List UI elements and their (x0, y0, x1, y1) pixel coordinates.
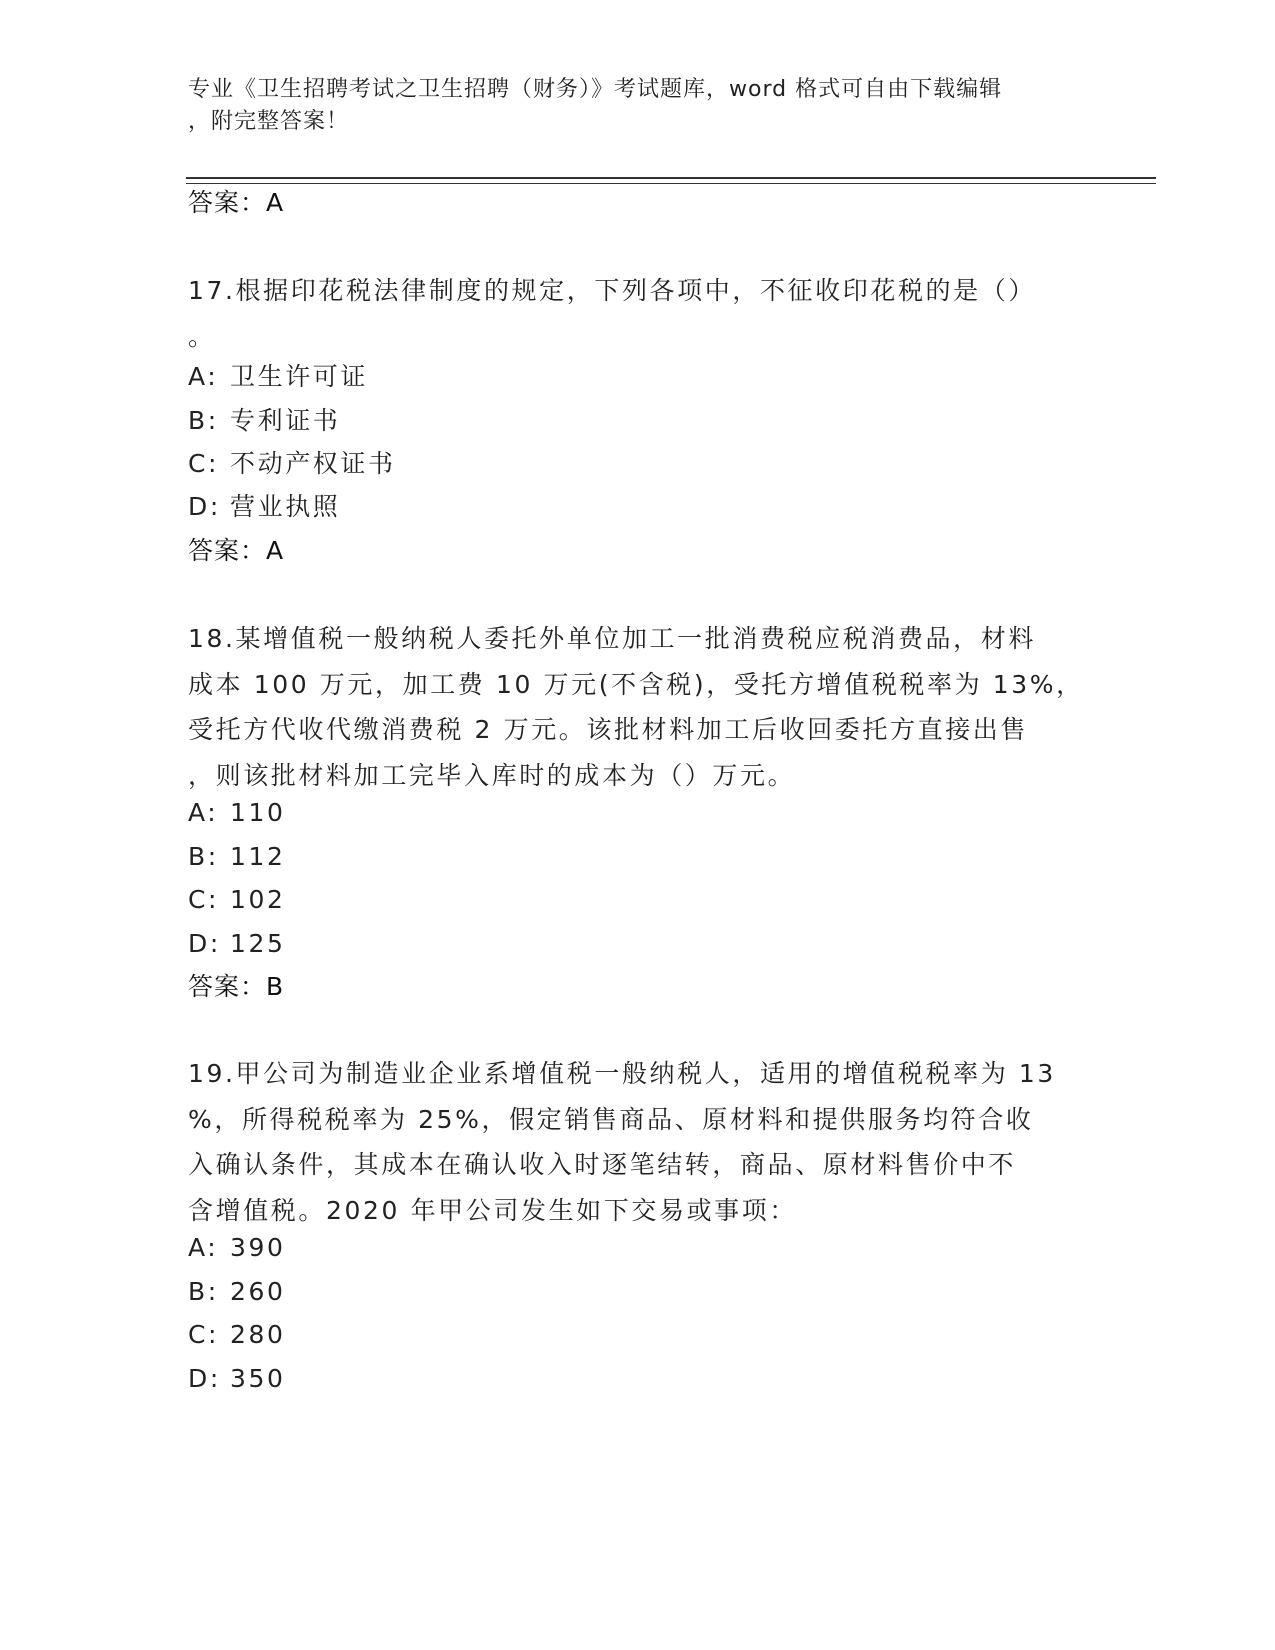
option-key: B: (188, 406, 219, 435)
question-18-stem (188, 616, 1088, 798)
question-19-stem-line-2: %，所得税税率为 25%，假定销售商品、原材料和提供服务均符合收 (188, 1104, 1034, 1134)
question-18-stem-line-2: 成本 100 万元，加工费 10 万元(不含税)，受托方增值税税率为 13%， (188, 669, 1084, 699)
question-19-option-a (188, 1231, 286, 1265)
option-key: A: (188, 798, 219, 827)
option-text: 125 (230, 929, 286, 958)
question-17-stem (188, 268, 1088, 359)
header-title-line-1: 专业《卫生招聘考试之卫生招聘（财务）》考试题库，word 格式可自由下载编辑 (188, 77, 1003, 102)
option-key: C: (188, 1320, 220, 1349)
question-18-stem-line-1: 18.某增值税一般纳税人委托外单位加工一批消费税应税消费品，材料 (188, 624, 1036, 653)
question-18-option-d (188, 927, 286, 961)
question-19-stem (188, 1051, 1088, 1233)
option-key: D: (188, 929, 221, 958)
option-key: C: (188, 885, 220, 914)
question-17-option-b (188, 404, 340, 438)
question-17-answer: 答案：A (188, 536, 285, 565)
option-text: 专利证书 (230, 406, 341, 435)
question-17-stem-line-1: 17.根据印花税法律制度的规定，下列各项中，不征收印花税的是（） (188, 276, 1036, 305)
header-title-line-2: ，附完整答案！ (188, 109, 350, 134)
option-text: 390 (230, 1233, 286, 1262)
option-text: 280 (230, 1320, 286, 1349)
question-19-stem-line-4: 含增值税。2020 年甲公司发生如下交易或事项： (188, 1195, 797, 1225)
header-divider-thick (186, 177, 1156, 179)
question-18-option-a (188, 796, 286, 830)
question-17-option-d (188, 490, 340, 524)
option-text: 110 (230, 798, 286, 827)
option-key: A: (188, 1233, 219, 1262)
question-17-option-c (188, 447, 396, 481)
question-18-answer: 答案：B (188, 972, 285, 1001)
option-key: D: (188, 1364, 221, 1393)
question-19-option-c (188, 1318, 286, 1352)
question-19-stem-line-1: 19.甲公司为制造业企业系增值税一般纳税人，适用的增值税税率为 13 (188, 1059, 1056, 1088)
question-18-stem-line-4: ，则该批材料加工完毕入库时的成本为（）万元。 (188, 760, 796, 790)
question-18-option-c (188, 883, 286, 917)
option-text: 260 (230, 1277, 286, 1306)
question-19-option-b (188, 1275, 286, 1309)
option-text: 不动产权证书 (230, 449, 396, 478)
option-key: C: (188, 449, 220, 478)
question-19-stem-line-3: 入确认条件，其成本在确认收入时逐笔结转，商品、原材料售价中不 (188, 1150, 1017, 1179)
option-key: D: (188, 492, 221, 521)
option-text: 350 (230, 1364, 286, 1393)
question-18-stem-line-3: 受托方代收代缴消费税 2 万元。该批材料加工后收回委托方直接出售 (188, 715, 1029, 744)
option-text: 卫生许可证 (230, 362, 369, 391)
header-divider-thin (186, 183, 1156, 184)
option-text: 102 (230, 885, 286, 914)
option-text: 112 (230, 842, 286, 871)
answer-previous-question: 答案：A (188, 188, 285, 217)
option-key: A: (188, 362, 219, 391)
question-17-option-a (188, 360, 368, 394)
document-header (188, 74, 1068, 138)
option-key: B: (188, 842, 219, 871)
option-text: 营业执照 (230, 492, 341, 521)
option-key: B: (188, 1277, 219, 1306)
question-17-stem-line-2: 。 (188, 321, 216, 351)
question-18-option-b (188, 840, 286, 874)
question-19-option-d (188, 1362, 286, 1396)
